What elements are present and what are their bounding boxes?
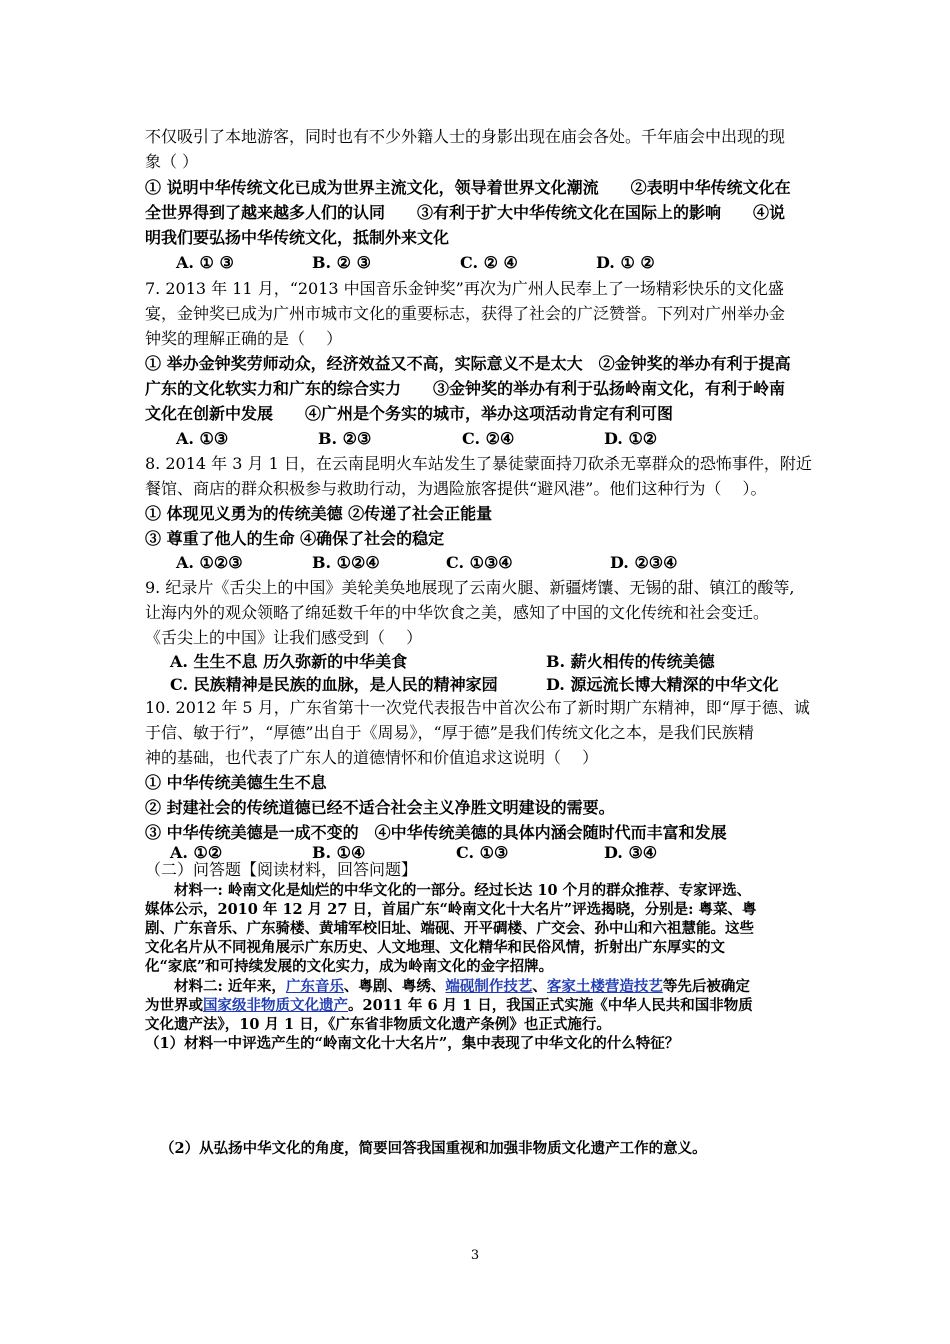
- q7-stem-line-2: 宴，金钟奖已成为广州市城市文化的重要标志，获得了社会的广泛赞誉。下列对广州举办金: [145, 304, 786, 323]
- q10-option-c: C. ①③: [456, 843, 509, 862]
- link-duanyan-craft[interactable]: 端砚制作技艺: [445, 978, 533, 995]
- material2-line-2: [145, 996, 753, 1015]
- q7-option-a: A. ①③: [176, 429, 229, 448]
- material2-prefix: 材料二: 近年来，: [145, 978, 286, 995]
- material2-mid-2: 、: [532, 978, 547, 995]
- page-number: 3: [470, 1248, 480, 1263]
- material2-suffix: 等先后被确定: [662, 978, 750, 995]
- q9-stem-line-2: 让海内外的观众领略了绵延数千年的中华饮食之美，感知了中国的文化传统和社会变迁。: [145, 603, 770, 622]
- material2-line-3: 文化遗产法》，10 月 1 日，《广东省非物质文化遗产条例》也正式施行。: [145, 1016, 611, 1033]
- q10-option-a: A. ①②: [170, 843, 223, 862]
- q8-statement-line-2: ③ 尊重了他人的生命 ④确保了社会的稳定: [145, 529, 445, 548]
- q6-statement-line-1: ① 说明中华传统文化已成为世界主流文化，领导着世界文化潮流 ②表明中华传统文化在: [145, 178, 791, 197]
- q8-option-d: D. ②③④: [610, 553, 678, 572]
- material2-line-1: [145, 977, 750, 996]
- q7-stem-line-1: 7. 2013 年 11 月，“2013 中国音乐金钟奖”再次为广州人民奉上了一场精彩快乐的文化盛: [145, 279, 784, 298]
- q8-option-b: B. ①②④: [312, 553, 380, 572]
- q10-stem-line-3: 神的基础，也代表了广东人的道德情怀和价值追求这说明（ ）: [145, 748, 599, 767]
- q9-stem-line-3: 《舌尖上的中国》让我们感受到（ ）: [145, 628, 423, 647]
- q9-option-c: C. 民族精神是民族的血脉，是人民的精神家园: [170, 675, 498, 694]
- q7-statement-line-1: ① 举办金钟奖劳师动众，经济效益又不高，实际意义不是太大 ②金钟奖的举办有利于提高: [145, 354, 791, 373]
- material2-line2-prefix: 为世界或: [145, 997, 203, 1014]
- material2-line2-suffix: 。2011 年 6 月 1 日，我国正式实施《中华人民共和国非物质: [348, 997, 753, 1014]
- q9-option-a: A. 生生不息 历久弥新的中华美食: [170, 652, 408, 671]
- material1-line-2: 媒体公示，2010 年 12 月 27 日，首届广东“岭南文化十大名片”评选揭晓，分别是: 粤菜、粤: [145, 901, 757, 918]
- q10-stem-line-2: 于信、敏于行”，“厚德”出自于《周易》，“厚于德”是我们传统文化之本，是我们民族精: [145, 723, 754, 742]
- q6-statement-line-2: 全世界得到了越来越多人们的认同 ③有利于扩大中华传统文化在国际上的影响 ④说: [145, 203, 786, 222]
- q6-statement-line-3: 明我们要弘扬中华传统文化，抵制外来文化: [145, 228, 450, 247]
- q9-option-b: B. 薪火相传的传统美德: [546, 652, 715, 671]
- q10-statement-line-1: ① 中华传统美德生生不息: [145, 773, 327, 792]
- q10-option-b: B. ①④: [312, 843, 366, 862]
- material2-mid-1: 、粤剧、粤绣、: [343, 978, 446, 995]
- q7-statement-line-3: 文化在创新中发展 ④广州是个务实的城市，举办这项活动肯定有利可图: [145, 404, 674, 423]
- q8-option-c: C. ①③④: [446, 553, 513, 572]
- link-hakka-tulou-craft[interactable]: 客家土楼营造技艺: [546, 978, 663, 995]
- material1-line-1: 材料一: 岭南文化是灿烂的中华文化的一部分。经过长达 10 个月的群众推荐、专家评选、: [145, 882, 752, 899]
- q7-statement-line-2: 广东的文化软实力和广东的综合实力 ③金钟奖的举办有利于弘扬岭南文化，有利于岭南: [145, 379, 786, 398]
- link-guangdong-music[interactable]: 广东音乐: [285, 978, 344, 995]
- q7-option-d: D. ①②: [604, 429, 658, 448]
- part2-heading: （二）问答题【阅读材料，回答问题】: [145, 860, 418, 879]
- q9-stem-line-1: 9. 纪录片《舌尖上的中国》美轮美奂地展现了云南火腿、新疆烤馕、无锡的甜、镇江的酸等,: [145, 578, 795, 597]
- q6-stem-line-2: 象（ ）: [145, 152, 199, 171]
- q8-stem-line-1: 8. 2014 年 3 月 1 日，在云南昆明火车站发生了暴徒蒙面持刀砍杀无辜群众的恐怖事件，附近: [145, 454, 812, 473]
- subquestion-1: （1）材料一中评选产生的“岭南文化十大名片”，集中表现了中华文化的什么特征？: [145, 1035, 680, 1052]
- material1-line-4: 文化名片从不同视角展示广东历史、人文地理、文化精华和民俗风情，折射出广东厚实的文: [145, 939, 725, 956]
- q6-option-a: A. ① ③: [176, 253, 234, 272]
- material1-line-5: 化“家底”和可持续发展的文化实力，成为岭南文化的金字招牌。: [145, 958, 554, 975]
- q8-stem-line-2: 餐馆、商店的群众积极参与救助行动，为遇险旅客提供“避风港”。他们这种行为（ ）。: [145, 479, 767, 498]
- q8-option-a: A. ①②③: [176, 553, 243, 572]
- subquestion-2: （2）从弘扬中华文化的角度，简要回答我国重视和加强非物质文化遗产工作的意义。: [160, 1140, 707, 1157]
- q6-stem-line-1: 不仅吸引了本地游客，同时也有不少外籍人士的身影出现在庙会各处。千年庙会中出现的现: [145, 127, 786, 146]
- q9-option-d: D. 源远流长博大精深的中华文化: [546, 675, 779, 694]
- q10-stem-line-1: 10. 2012 年 5 月，广东省第十一次党代表报告中首次公布了新时期广东精神，即“厚于德、诚: [145, 698, 810, 717]
- q8-statement-line-1: ① 体现见义勇为的传统美德 ②传递了社会正能量: [145, 504, 493, 523]
- q6-option-d: D. ① ②: [596, 253, 655, 272]
- q10-statement-line-2: ② 封建社会的传统道德已经不适合社会主义净胜文明建设的需要。: [145, 798, 615, 817]
- q7-stem-line-3: 钟奖的理解正确的是（ ）: [145, 329, 343, 348]
- link-national-intangible-heritage[interactable]: 国家级非物质文化遗产: [203, 997, 348, 1014]
- q7-option-b: B. ②③: [318, 429, 372, 448]
- q10-option-d: D. ③④: [604, 843, 658, 862]
- q6-option-c: C. ② ④: [460, 253, 518, 272]
- q6-option-b: B. ② ③: [312, 253, 371, 272]
- q10-statement-line-3: ③ 中华传统美德是一成不变的 ④中华传统美德的具体内涵会随时代而丰富和发展: [145, 823, 727, 842]
- material1-line-3: 剧、广东音乐、广东骑楼、黄埔军校旧址、端砚、开平碉楼、广交会、孙中山和六祖慧能。这些: [145, 920, 754, 937]
- q7-option-c: C. ②④: [462, 429, 515, 448]
